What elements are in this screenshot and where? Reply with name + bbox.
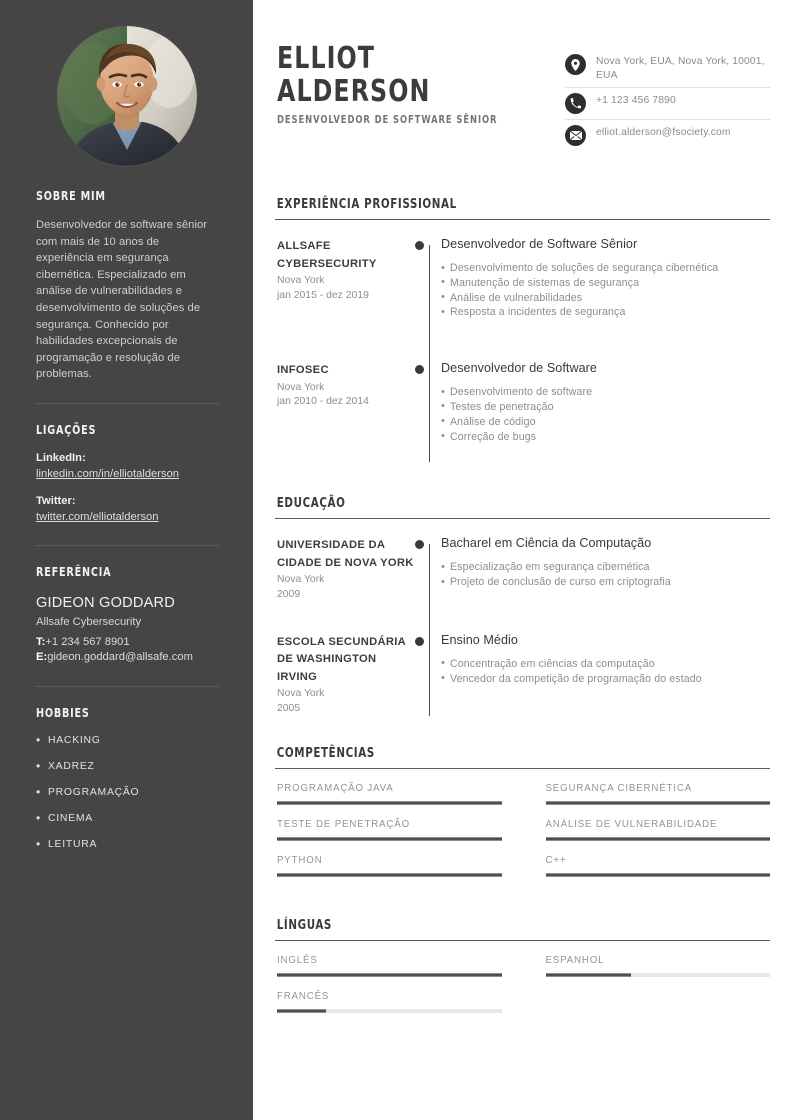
divider-links-reference — [36, 545, 219, 546]
language-bar-fill — [546, 973, 631, 977]
main-content — [253, 0, 794, 1120]
skill-bar-fill — [277, 801, 502, 805]
contact-email: elliot.alderson@fsociety.com — [596, 127, 731, 138]
timeline-marker-wrap — [415, 632, 439, 717]
experience-timeline — [275, 236, 770, 470]
language-label: INGLÊS — [277, 955, 318, 967]
about-text: Desenvolvedor de software sênior com mais de 10 anos de experiência em segurança cibernética. Especializado em análise de vulnerabilidades e desenvolvimento de soluções de segurança. Conhecido por habilidades excepcionais de programação e resolução de problemas. — [36, 219, 208, 381]
list-item: • Análise de código — [441, 415, 770, 430]
education-dates: 2009 — [277, 588, 301, 600]
skill-bar-track — [546, 801, 771, 805]
experience-role: Desenvolvedor de Software Sênior — [441, 237, 638, 251]
contact-row-address — [565, 49, 770, 88]
education-organization: ESCOLA SECUNDÁRIA DE WASHINGTON IRVING — [277, 635, 406, 683]
timeline-dot-icon — [415, 365, 424, 374]
list-item: • Manutenção de sistemas de segurança — [441, 276, 770, 291]
profile-photo — [57, 26, 197, 166]
education-entry — [275, 535, 770, 632]
skill-item — [546, 818, 771, 841]
phone-icon — [565, 93, 586, 114]
contact-row-phone — [565, 88, 770, 120]
timeline-axis — [429, 245, 430, 462]
skill-bar-fill — [546, 873, 771, 877]
section-about — [36, 188, 219, 383]
reference-email: gideon.goddard@allsafe.com — [47, 651, 193, 664]
skill-bar-fill — [277, 837, 502, 841]
languages-grid — [275, 954, 770, 1026]
education-location: Nova York — [277, 574, 325, 586]
language-item — [277, 990, 502, 1013]
resume-header — [275, 0, 770, 151]
experience-meta — [275, 236, 415, 360]
section-rule — [275, 940, 770, 941]
experience-bullets — [441, 261, 770, 320]
timeline-marker-wrap — [415, 535, 439, 632]
education-location: Nova York — [277, 688, 325, 700]
contact-list — [565, 44, 770, 151]
link-label-twitter: Twitter: — [36, 494, 76, 507]
skill-label: ANÁLISE DE VULNERABILIDADE — [545, 819, 718, 831]
education-bullets — [441, 560, 770, 590]
section-title-experience: EXPERIÊNCIA PROFISSIONAL — [276, 197, 457, 212]
list-item: • Concentração em ciências da computação — [441, 657, 770, 672]
reference-company: Allsafe Cybersecurity — [36, 615, 142, 628]
sidebar — [0, 0, 253, 1120]
link-label-linkedin: LinkedIn: — [36, 451, 86, 464]
list-item: • LEITURA — [36, 838, 219, 852]
location-pin-icon — [565, 54, 586, 75]
education-meta — [275, 535, 415, 632]
profile-photo-wrapper — [0, 0, 253, 170]
skill-bar-track — [546, 873, 771, 877]
list-item: • Projeto de conclusão de curso em criptografia — [441, 575, 770, 590]
list-item: • PROGRAMAÇÃO — [36, 786, 219, 800]
section-links — [36, 422, 219, 525]
section-title-links: LIGAÇÕES — [36, 421, 97, 437]
education-organization: UNIVERSIDADE DA CIDADE DE NOVA YORK — [277, 539, 414, 569]
section-experience — [275, 197, 770, 470]
experience-bullets — [441, 385, 770, 444]
timeline-marker-wrap — [415, 236, 439, 360]
experience-role: Desenvolvedor de Software — [441, 361, 597, 376]
experience-location: Nova York — [277, 275, 325, 286]
list-item: • Resposta a incidentes de segurança — [441, 305, 770, 320]
language-bar-track — [277, 973, 502, 977]
skill-item — [277, 818, 502, 841]
education-dates: 2005 — [277, 702, 301, 714]
section-hobbies — [36, 705, 219, 852]
skill-item — [277, 854, 502, 877]
name-block — [275, 41, 565, 126]
divider-reference-hobbies — [36, 686, 219, 687]
education-entry — [275, 632, 770, 717]
experience-meta — [275, 360, 415, 470]
skill-bar-fill — [546, 801, 771, 805]
education-bullets — [441, 657, 770, 687]
reference-phone: +1 234 567 8901 — [45, 635, 130, 648]
reference-phone-prefix: T: — [36, 635, 46, 648]
skill-label: C++ — [545, 855, 567, 867]
skill-item — [546, 854, 771, 877]
skill-bar-track — [277, 801, 502, 805]
skill-bar-fill — [277, 873, 502, 877]
experience-entry — [275, 360, 770, 470]
skill-bar-track — [546, 837, 771, 841]
skill-label: PROGRAMAÇÃO JAVA — [277, 783, 394, 795]
divider-about-links — [36, 403, 219, 404]
list-item: • Vencedor da competição de programação do estado — [441, 672, 770, 687]
link-item-linkedin — [36, 451, 219, 482]
section-title-hobbies: HOBBIES — [36, 704, 90, 720]
skill-label: SEGURANÇA CIBERNÉTICA — [545, 783, 693, 795]
job-title: DESENVOLVEDOR DE SOFTWARE SÊNIOR — [277, 114, 498, 126]
section-title-about: SOBRE MIM — [36, 188, 106, 203]
reference-email-row — [36, 650, 219, 666]
timeline-marker-wrap — [415, 360, 439, 470]
education-detail — [439, 632, 770, 717]
hobbies-list — [36, 734, 219, 852]
education-timeline — [275, 535, 770, 716]
link-item-twitter — [36, 494, 219, 525]
link-url-twitter[interactable]: twitter.com/elliotalderson — [36, 510, 159, 523]
list-item: • CINEMA — [36, 812, 219, 826]
section-title-languages: LÍNGUAS — [276, 918, 332, 934]
education-meta — [275, 632, 415, 717]
contact-address: Nova York, EUA, Nova York, 10001, EUA — [596, 56, 765, 81]
education-degree: Ensino Médio — [441, 632, 518, 647]
experience-detail — [439, 236, 770, 360]
language-bar-fill — [277, 973, 502, 977]
list-item: • XADREZ — [36, 760, 219, 774]
experience-dates: jan 2010 - dez 2014 — [277, 396, 369, 408]
section-title-reference: REFERÊNCIA — [36, 563, 112, 579]
language-item — [277, 954, 502, 977]
first-name: ELLIOT — [277, 41, 376, 76]
list-item: • Desenvolvimento de soluções de segurança cibernética — [441, 261, 770, 276]
list-item: • Análise de vulnerabilidades — [441, 291, 770, 306]
language-label: ESPANHOL — [545, 955, 605, 967]
section-languages — [275, 918, 770, 1026]
skill-label: TESTE DE PENETRAÇÃO — [277, 819, 410, 831]
experience-entry — [275, 236, 770, 360]
section-education — [275, 496, 770, 716]
list-item: • Especialização em segurança cibernética — [441, 560, 770, 575]
last-name: ALDERSON — [277, 74, 431, 109]
list-item: • Desenvolvimento de software — [441, 385, 770, 400]
language-bar-track — [277, 1009, 502, 1013]
language-item — [546, 954, 771, 977]
experience-dates: jan 2015 - dez 2019 — [277, 289, 369, 301]
reference-email-prefix: E: — [36, 651, 48, 664]
reference-phone-row — [36, 635, 219, 651]
section-title-skills: COMPETÊNCIAS — [276, 746, 375, 762]
section-reference — [36, 564, 219, 666]
list-item: • HACKING — [36, 734, 219, 748]
section-rule — [275, 768, 770, 769]
language-bar-track — [546, 973, 771, 977]
contact-row-email — [565, 120, 770, 151]
skill-label: PYTHON — [277, 855, 323, 867]
timeline-dot-icon — [415, 637, 424, 646]
section-skills — [275, 746, 770, 890]
timeline-axis — [429, 544, 430, 716]
skill-item — [546, 782, 771, 805]
skill-bar-track — [277, 837, 502, 841]
skill-bar-fill — [546, 837, 771, 841]
envelope-icon — [565, 125, 586, 146]
timeline-dot-icon — [415, 540, 424, 549]
education-degree: Bacharel em Ciência da Computação — [441, 536, 652, 551]
skills-grid — [275, 782, 770, 890]
section-title-education: EDUCAÇÃO — [276, 496, 346, 512]
experience-organization: INFOSEC — [277, 364, 329, 377]
reference-name: GIDEON GODDARD — [36, 594, 176, 611]
experience-organization: ALLSAFE CYBERSECURITY — [277, 240, 377, 270]
contact-phone: +1 123 456 7890 — [596, 95, 676, 106]
experience-detail — [439, 360, 770, 470]
language-bar-fill — [277, 1009, 326, 1013]
avatar — [57, 26, 197, 166]
sidebar-content — [0, 188, 253, 852]
education-detail — [439, 535, 770, 632]
experience-location: Nova York — [277, 381, 325, 393]
link-url-linkedin[interactable]: linkedin.com/in/elliotalderson — [36, 467, 180, 480]
skill-item — [277, 782, 502, 805]
skill-bar-track — [277, 873, 502, 877]
list-item: • Testes de penetração — [441, 400, 770, 415]
timeline-dot-icon — [415, 241, 424, 250]
list-item: • Correção de bugs — [441, 430, 770, 445]
language-label: FRANCÊS — [277, 991, 330, 1003]
